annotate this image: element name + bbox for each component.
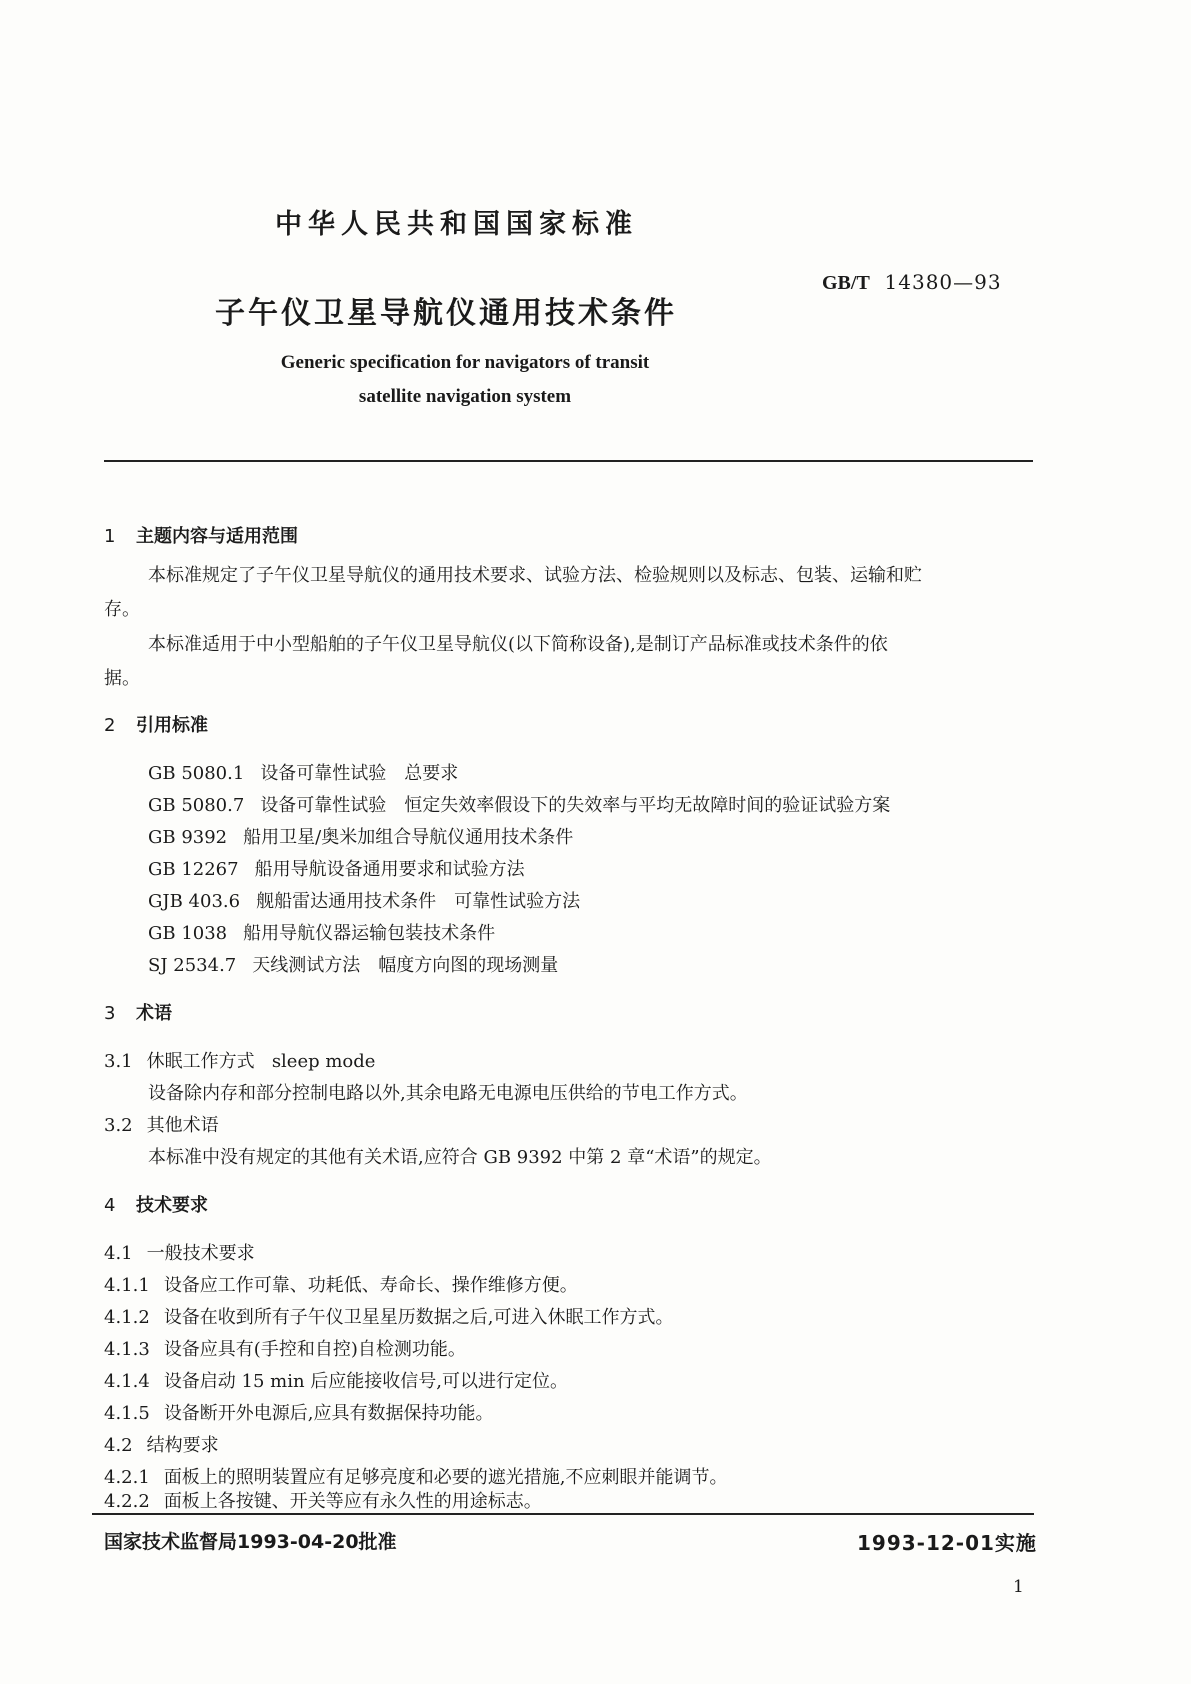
- clause-item: [104, 1271, 578, 1297]
- clause-3-1: [104, 1047, 375, 1073]
- reference-title: 设备可靠性试验 总要求: [260, 763, 459, 784]
- clause-number: 4.1.1: [104, 1275, 150, 1296]
- clause-text: 设备启动 15 min 后应能接收信号,可以进行定位。: [163, 1371, 569, 1392]
- reference-code: GB 9392: [148, 827, 228, 848]
- reference-title: 船用导航仪器运输包装技术条件: [243, 923, 496, 944]
- section-1-heading: [104, 522, 298, 548]
- document-title-en-line1: Generic specification for navigators of transit: [280, 352, 650, 373]
- clause-item: [104, 1463, 728, 1489]
- clause-number: 4.2.2: [104, 1491, 150, 1512]
- clause-3-1-definition: 设备除内存和部分控制电路以外,其余电路无电源电压供给的节电工作方式。: [148, 1083, 748, 1104]
- clause-3-2-body: 本标准中没有规定的其他有关术语,应符合 GB 9392 中第 2 章“术语”的规定。: [148, 1147, 772, 1168]
- clause-item: [104, 1399, 494, 1425]
- clause-3-2-title: 其他术语: [146, 1115, 219, 1136]
- clause-text: 设备应工作可靠、功耗低、寿命长、操作维修方便。: [163, 1275, 578, 1296]
- clause-text: 设备断开外电源后,应具有数据保持功能。: [163, 1403, 494, 1424]
- clause-number: 4.2.1: [104, 1467, 150, 1488]
- section-3-heading: [104, 999, 172, 1025]
- clause-number: 4.1.4: [104, 1371, 150, 1392]
- clause-3-1-title: 休眠工作方式: [146, 1051, 255, 1072]
- clause-number: 4.1.2: [104, 1307, 150, 1328]
- clause-item: [104, 1239, 255, 1265]
- section-3-title: 术语: [136, 1003, 172, 1024]
- approval-statement: 国家技术监督局1993-04-20批准: [104, 1531, 397, 1553]
- reference-item: [148, 823, 573, 849]
- reference-item: [148, 855, 525, 881]
- clause-number: 4.1.5: [104, 1403, 150, 1424]
- clause-item: [104, 1431, 219, 1457]
- implementation-date: 1993-12-01实施: [857, 1531, 1037, 1555]
- section-2-title: 引用标准: [136, 715, 208, 736]
- clause-text: 设备应具有(手控和自控)自检测功能。: [163, 1339, 466, 1360]
- clause-number: 4.1.3: [104, 1339, 150, 1360]
- reference-item: [148, 791, 890, 817]
- section-3-number: 3: [104, 1003, 116, 1024]
- reference-code: GB 12267: [148, 859, 239, 880]
- section-1-title: 主题内容与适用范围: [136, 526, 298, 547]
- reference-code: SJ 2534.7: [148, 955, 237, 976]
- clause-3-1-english-term: sleep mode: [271, 1051, 376, 1072]
- reference-title: 船用卫星/奥米加组合导航仪通用技术条件: [243, 827, 574, 848]
- clause-item: [104, 1303, 674, 1329]
- section-2-number: 2: [104, 715, 116, 736]
- section-1-para1-line1: 本标准规定了子午仪卫星导航仪的通用技术要求、试验方法、检验规则以及标志、包装、运输和贮: [148, 565, 922, 586]
- section-4-heading: [104, 1191, 208, 1217]
- clause-text: 面板上各按键、开关等应有永久性的用途标志。: [163, 1491, 542, 1512]
- reference-title: 船用导航设备通用要求和试验方法: [254, 859, 525, 880]
- clause-3-1-number: 3.1: [104, 1051, 133, 1072]
- clause-number: 4.1: [104, 1243, 133, 1264]
- clause-item: [104, 1487, 542, 1513]
- document-title-cn: 子午仪卫星导航仪通用技术条件: [215, 296, 677, 331]
- reference-title: 设备可靠性试验 恒定失效率假设下的失效率与平均无故障时间的验证试验方案: [260, 795, 891, 816]
- clause-text: 一般技术要求: [146, 1243, 255, 1264]
- standard-code-prefix: GB/T: [822, 272, 870, 294]
- clause-item: [104, 1335, 466, 1361]
- reference-code: GB 1038: [148, 923, 228, 944]
- section-4-number: 4: [104, 1195, 116, 1216]
- reference-item: [148, 951, 558, 977]
- reference-item: [148, 887, 580, 913]
- section-1-para2-line1: 本标准适用于中小型船舶的子午仪卫星导航仪(以下简称设备),是制订产品标准或技术条件的依: [148, 634, 888, 655]
- reference-item: [148, 759, 458, 785]
- reference-title: 舰船雷达通用技术条件 可靠性试验方法: [256, 891, 581, 912]
- standard-code: [822, 270, 1002, 295]
- clause-text: 结构要求: [146, 1435, 219, 1456]
- clause-text: 设备在收到所有子午仪卫星星历数据之后,可进入休眠工作方式。: [163, 1307, 674, 1328]
- reference-title: 天线测试方法 幅度方向图的现场测量: [252, 955, 559, 976]
- clause-3-2: [104, 1111, 219, 1137]
- document-title-en-line2: satellite navigation system: [358, 386, 572, 407]
- reference-code: GB 5080.1: [148, 763, 245, 784]
- section-4-title: 技术要求: [136, 1195, 208, 1216]
- section-1-para2-line2: 据。: [104, 668, 140, 689]
- clause-item: [104, 1367, 568, 1393]
- clause-number: 4.2: [104, 1435, 133, 1456]
- page-number: 1: [1013, 1577, 1024, 1597]
- reference-item: [148, 919, 495, 945]
- reference-code: GJB 403.6: [148, 891, 241, 912]
- clause-3-2-number: 3.2: [104, 1115, 133, 1136]
- section-2-heading: [104, 711, 208, 737]
- footer-divider: [92, 1513, 1034, 1515]
- section-1-number: 1: [104, 526, 116, 547]
- clause-text: 面板上的照明装置应有足够亮度和必要的遮光措施,不应刺眼并能调节。: [163, 1467, 728, 1488]
- standard-code-number: 14380—93: [884, 270, 1002, 294]
- national-standard-heading: 中华人民共和国国家标准: [275, 209, 638, 240]
- header-divider: [104, 460, 1033, 462]
- reference-code: GB 5080.7: [148, 795, 245, 816]
- section-1-para1-line2: 存。: [104, 599, 140, 620]
